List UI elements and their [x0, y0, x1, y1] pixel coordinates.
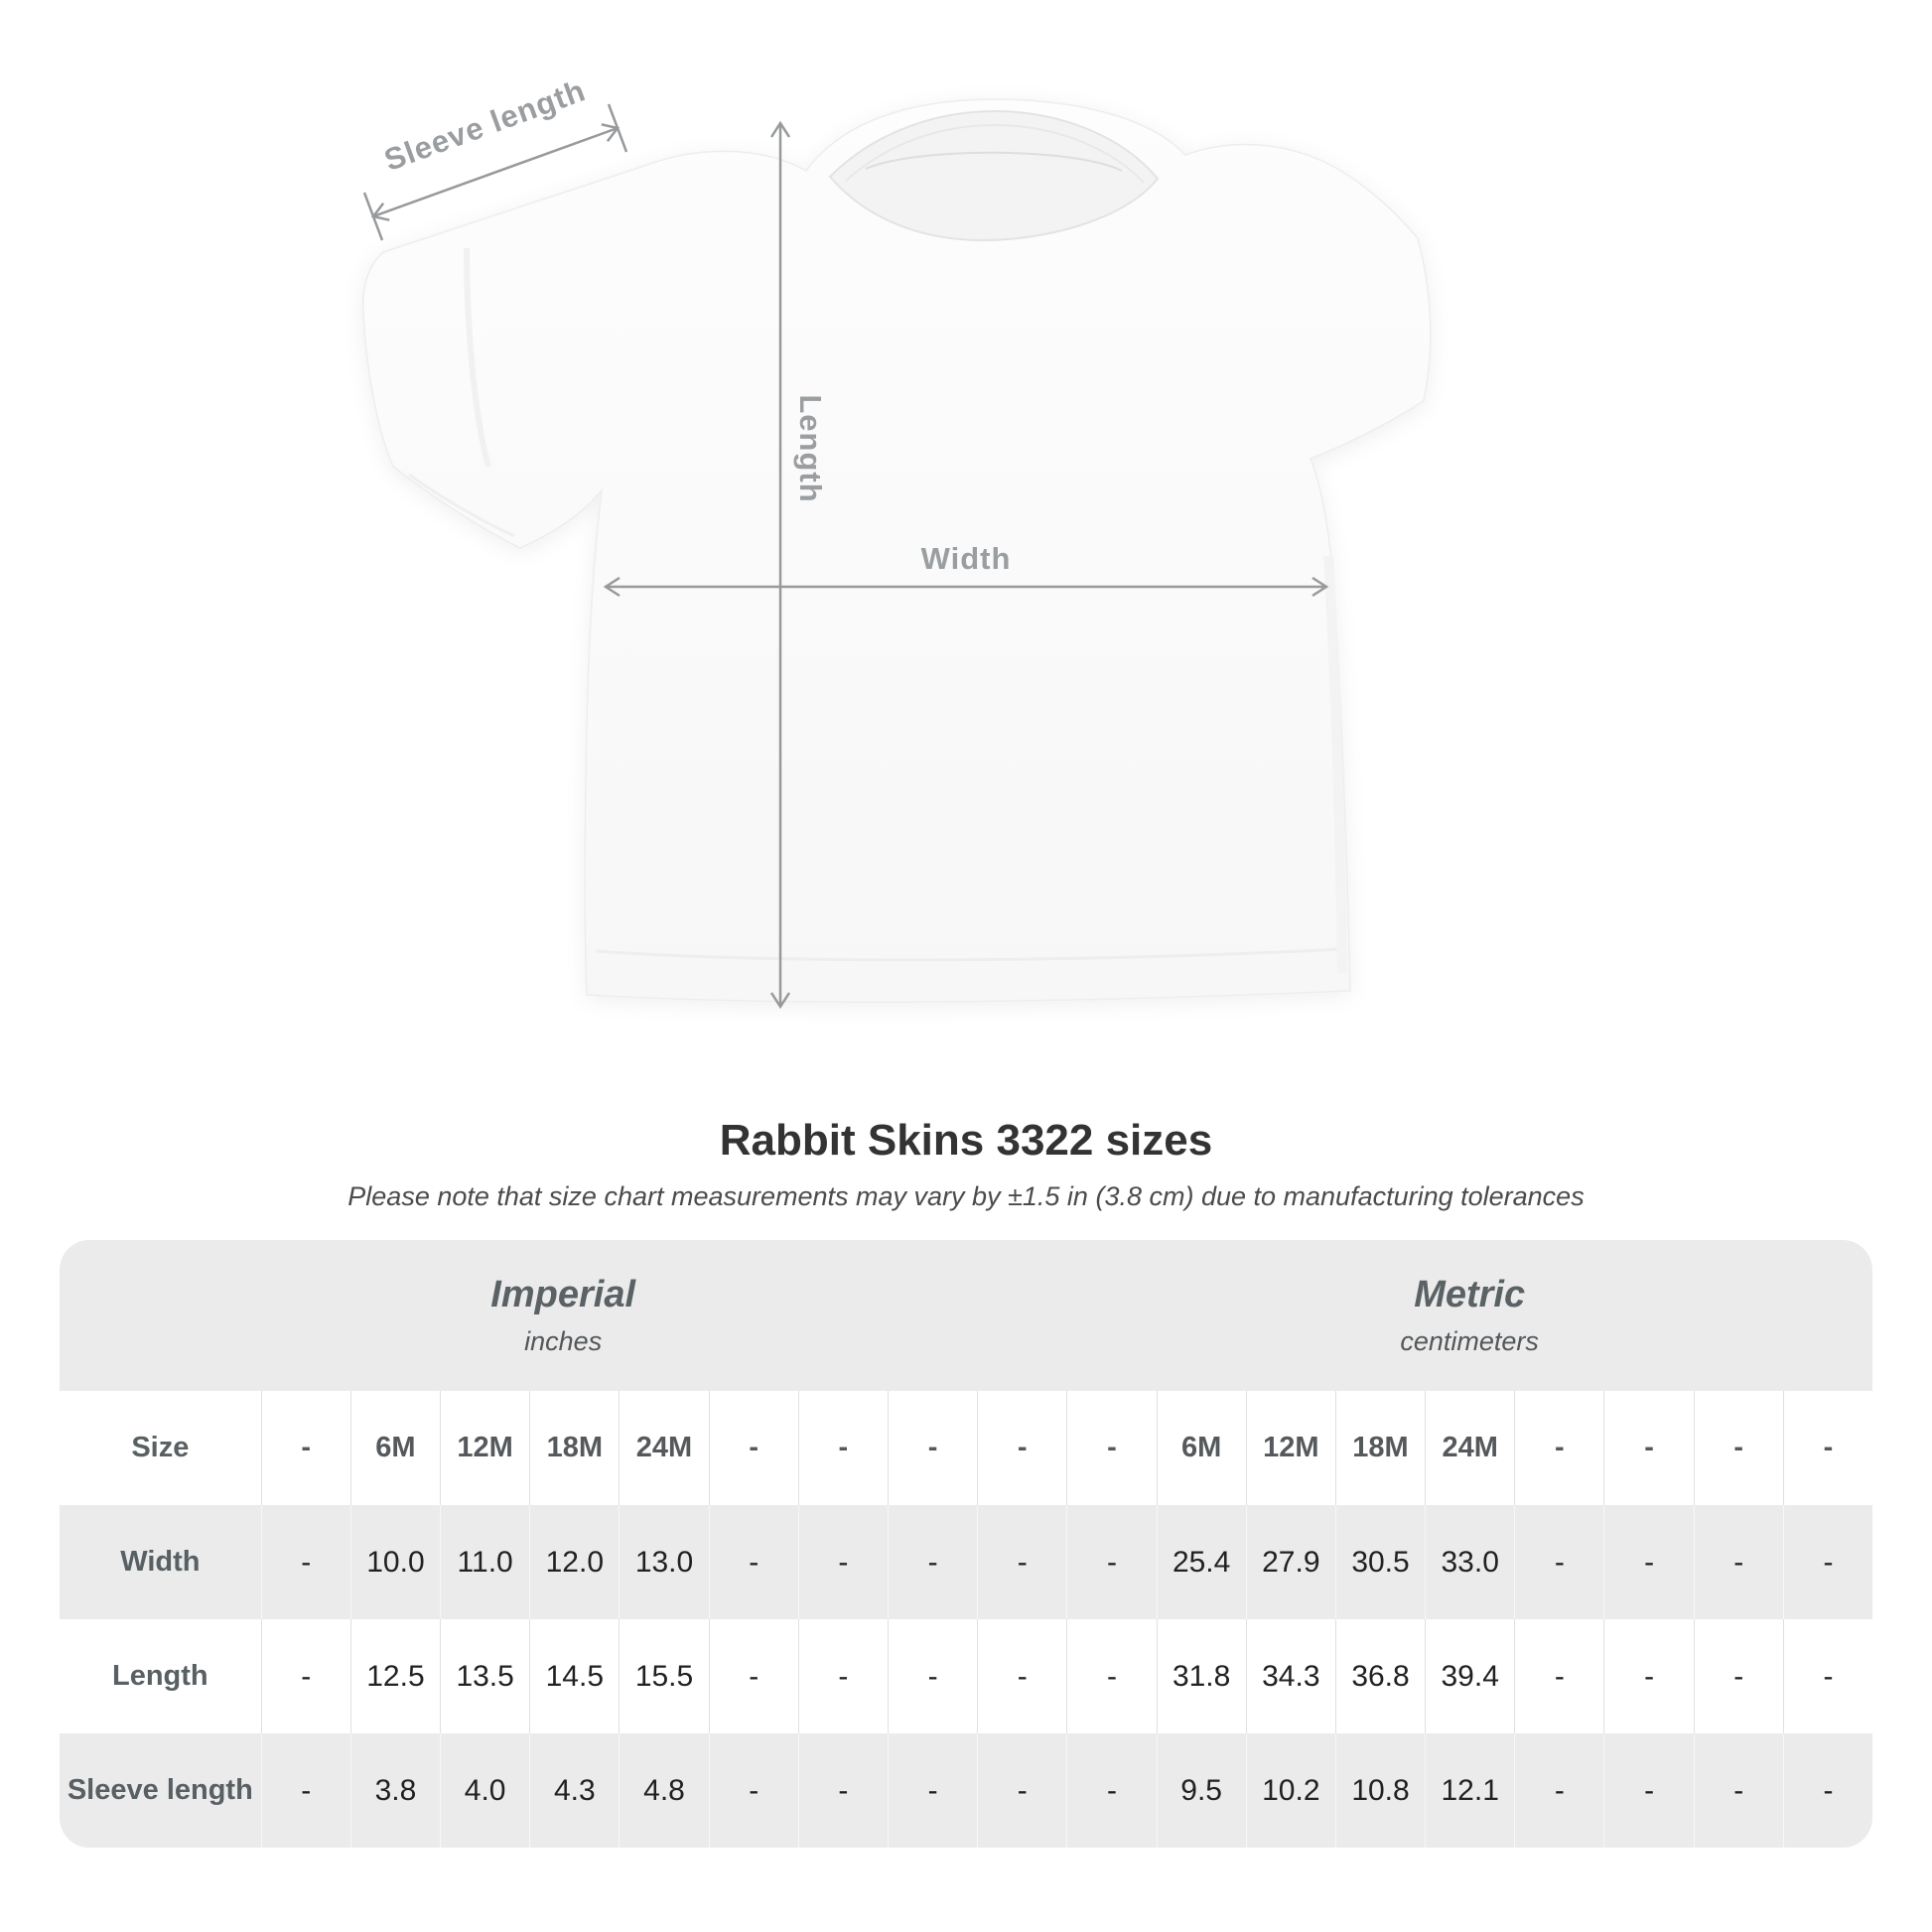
table-cell: -: [1066, 1733, 1156, 1848]
table-cell: -: [261, 1733, 350, 1848]
table-cell: -: [709, 1619, 798, 1733]
table-cell: 34.3: [1246, 1619, 1335, 1733]
table-cell: -: [977, 1391, 1066, 1505]
table-cell: -: [1066, 1619, 1156, 1733]
table-cell: 12.1: [1425, 1733, 1514, 1848]
table-cell: -: [1694, 1733, 1783, 1848]
imperial-unit: inches: [524, 1326, 603, 1356]
row-label: Size: [131, 1432, 190, 1463]
table-cell: -: [1783, 1391, 1872, 1505]
table-cell: 12.5: [350, 1619, 440, 1733]
table-cell: -: [977, 1505, 1066, 1619]
table-cell: 13.0: [619, 1505, 708, 1619]
table-cell: -: [888, 1505, 977, 1619]
imperial-header: [60, 1240, 1066, 1391]
table-cell: 15.5: [619, 1619, 708, 1733]
table-cell: 4.0: [440, 1733, 529, 1848]
table-cell: 6M: [350, 1391, 440, 1505]
table-row: [60, 1733, 1872, 1848]
width-label: Width: [920, 541, 1012, 576]
table-cell: 12M: [1246, 1391, 1335, 1505]
table-cell: -: [798, 1391, 888, 1505]
table-row: [60, 1505, 1872, 1619]
size-table-body: [60, 1391, 1872, 1848]
table-row: [60, 1619, 1872, 1733]
table-cell: -: [1514, 1619, 1603, 1733]
table-cell: -: [261, 1505, 350, 1619]
table-cell: -: [1783, 1619, 1872, 1733]
table-cell: 30.5: [1335, 1505, 1425, 1619]
row-label: Width: [120, 1546, 201, 1578]
unit-header-band: [60, 1240, 1872, 1391]
table-cell: -: [1603, 1619, 1693, 1733]
table-cell: -: [888, 1391, 977, 1505]
table-cell: -: [1514, 1733, 1603, 1848]
table-row: [60, 1391, 1872, 1505]
table-cell: 27.9: [1246, 1505, 1335, 1619]
table-cell: 4.3: [529, 1733, 619, 1848]
table-cell: 4.8: [619, 1733, 708, 1848]
imperial-title: Imperial: [490, 1274, 636, 1315]
table-cell: 18M: [529, 1391, 619, 1505]
row-label: Length: [112, 1660, 208, 1692]
tolerance-note: Please note that size chart measurements may vary by ±1.5 in (3.8 cm) due to manufacturing tolerances: [347, 1181, 1585, 1211]
table-cell: -: [1603, 1391, 1693, 1505]
table-cell: -: [977, 1619, 1066, 1733]
table-cell: -: [798, 1505, 888, 1619]
table-cell: -: [1066, 1391, 1156, 1505]
table-cell: -: [1694, 1391, 1783, 1505]
table-cell: -: [709, 1733, 798, 1848]
table-cell: -: [261, 1391, 350, 1505]
table-cell: 33.0: [1425, 1505, 1514, 1619]
tshirt-illustration: [363, 99, 1431, 1002]
table-cell: -: [1603, 1505, 1693, 1619]
table-cell: -: [1783, 1733, 1872, 1848]
table-cell: 6M: [1157, 1391, 1246, 1505]
table-cell: 39.4: [1425, 1619, 1514, 1733]
table-cell: -: [977, 1733, 1066, 1848]
table-cell: -: [798, 1733, 888, 1848]
table-cell: 13.5: [440, 1619, 529, 1733]
table-cell: 24M: [619, 1391, 708, 1505]
table-cell: 10.0: [350, 1505, 440, 1619]
metric-unit: centimeters: [1400, 1326, 1539, 1356]
table-cell: 12.0: [529, 1505, 619, 1619]
table-cell: 12M: [440, 1391, 529, 1505]
table-cell: 3.8: [350, 1733, 440, 1848]
table-cell: 11.0: [440, 1505, 529, 1619]
table-cell: 25.4: [1157, 1505, 1246, 1619]
length-label: Length: [793, 394, 828, 503]
table-cell: -: [709, 1505, 798, 1619]
table-cell: -: [1514, 1505, 1603, 1619]
table-cell: -: [798, 1619, 888, 1733]
sleeve-length-label: Sleeve length: [379, 72, 591, 178]
row-label: Sleeve length: [67, 1774, 253, 1806]
table-cell: 9.5: [1157, 1733, 1246, 1848]
size-table: [60, 1240, 1872, 1848]
table-cell: -: [1514, 1391, 1603, 1505]
table-cell: -: [261, 1619, 350, 1733]
metric-header: [1066, 1240, 1872, 1391]
table-cell: 14.5: [529, 1619, 619, 1733]
table-cell: 36.8: [1335, 1619, 1425, 1733]
table-cell: -: [1783, 1505, 1872, 1619]
table-cell: -: [888, 1619, 977, 1733]
table-cell: -: [1603, 1733, 1693, 1848]
table-cell: 18M: [1335, 1391, 1425, 1505]
table-cell: -: [1066, 1505, 1156, 1619]
table-cell: 31.8: [1157, 1619, 1246, 1733]
page-title: Rabbit Skins 3322 sizes: [719, 1116, 1213, 1165]
table-cell: 10.8: [1335, 1733, 1425, 1848]
table-cell: 10.2: [1246, 1733, 1335, 1848]
table-cell: 24M: [1425, 1391, 1514, 1505]
table-cell: -: [888, 1733, 977, 1848]
metric-title: Metric: [1414, 1274, 1526, 1315]
table-cell: -: [709, 1391, 798, 1505]
table-cell: -: [1694, 1505, 1783, 1619]
table-cell: -: [1694, 1619, 1783, 1733]
